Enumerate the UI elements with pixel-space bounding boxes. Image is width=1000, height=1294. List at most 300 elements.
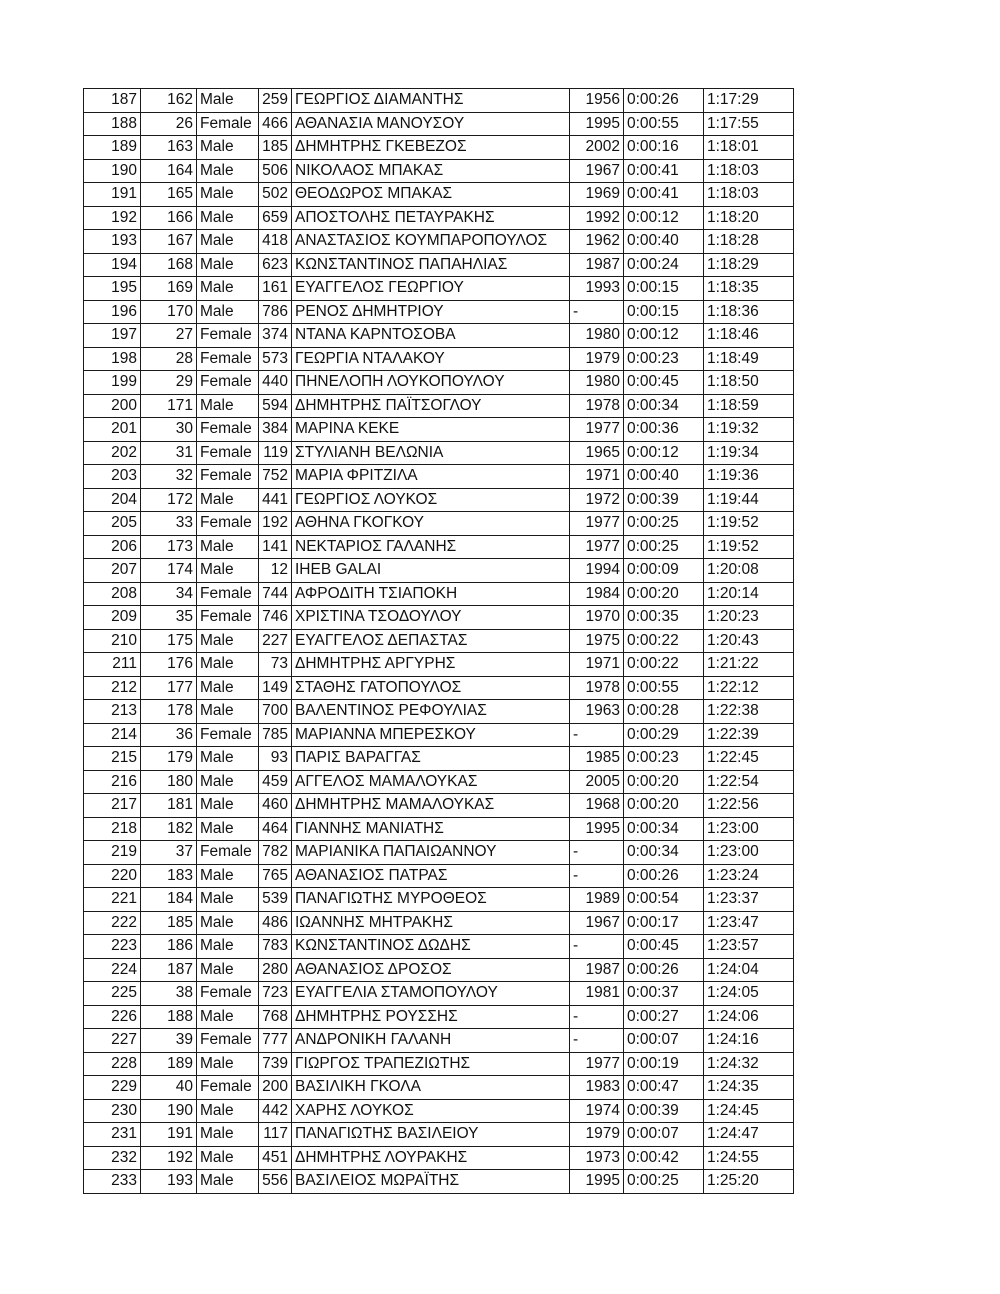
table-row bbox=[84, 159, 794, 183]
gender-cell: Male bbox=[197, 700, 259, 724]
gender-position-cell: 186 bbox=[141, 935, 197, 959]
gun-delay-cell: 0:00:19 bbox=[624, 1052, 704, 1076]
gender-cell: Male bbox=[197, 89, 259, 113]
overall-position-cell: 202 bbox=[84, 441, 141, 465]
birth-year-cell: 1974 bbox=[570, 1099, 624, 1123]
runner-name-cell: ΘΕΟΔΩΡΟΣ ΜΠΑΚΑΣ bbox=[292, 183, 570, 207]
birth-year-cell: 1971 bbox=[570, 465, 624, 489]
gender-position-cell: 176 bbox=[141, 653, 197, 677]
runner-name-cell: ΜΑΡΙΑΝΝΑ ΜΠΕΡΕΣΚΟΥ bbox=[292, 723, 570, 747]
overall-position-cell: 230 bbox=[84, 1099, 141, 1123]
runner-name-cell: ΓΕΩΡΓΙΟΣ ΛΟΥΚΟΣ bbox=[292, 488, 570, 512]
gun-delay-cell: 0:00:26 bbox=[624, 958, 704, 982]
gender-cell: Male bbox=[197, 1099, 259, 1123]
table-row bbox=[84, 747, 794, 771]
gender-cell: Female bbox=[197, 1029, 259, 1053]
gender-cell: Female bbox=[197, 606, 259, 630]
table-row bbox=[84, 1146, 794, 1170]
table-row bbox=[84, 864, 794, 888]
birth-year-cell: 1978 bbox=[570, 676, 624, 700]
gender-position-cell: 187 bbox=[141, 958, 197, 982]
gun-delay-cell: 0:00:25 bbox=[624, 1170, 704, 1194]
gender-cell: Male bbox=[197, 1123, 259, 1147]
gun-delay-cell: 0:00:47 bbox=[624, 1076, 704, 1100]
gender-cell: Female bbox=[197, 723, 259, 747]
gun-delay-cell: 0:00:34 bbox=[624, 394, 704, 418]
bib-number-cell: 573 bbox=[259, 347, 292, 371]
birth-year-cell: - bbox=[570, 723, 624, 747]
gender-cell: Female bbox=[197, 982, 259, 1006]
gun-delay-cell: 0:00:36 bbox=[624, 418, 704, 442]
table-row bbox=[84, 1123, 794, 1147]
overall-position-cell: 222 bbox=[84, 911, 141, 935]
finish-time-cell: 1:17:55 bbox=[704, 112, 794, 136]
bib-number-cell: 374 bbox=[259, 324, 292, 348]
gun-delay-cell: 0:00:37 bbox=[624, 982, 704, 1006]
birth-year-cell: 1969 bbox=[570, 183, 624, 207]
gender-position-cell: 175 bbox=[141, 629, 197, 653]
table-row bbox=[84, 1005, 794, 1029]
runner-name-cell: ΔΗΜΗΤΡΗΣ ΜΑΜΑΛΟΥΚΑΣ bbox=[292, 794, 570, 818]
gender-cell: Male bbox=[197, 794, 259, 818]
runner-name-cell: ΠΑΝΑΓΙΩΤΗΣ ΜΥΡΟΘΕΟΣ bbox=[292, 888, 570, 912]
overall-position-cell: 201 bbox=[84, 418, 141, 442]
finish-time-cell: 1:18:01 bbox=[704, 136, 794, 160]
birth-year-cell: 1989 bbox=[570, 888, 624, 912]
gender-cell: Male bbox=[197, 277, 259, 301]
gender-position-cell: 34 bbox=[141, 582, 197, 606]
gender-position-cell: 188 bbox=[141, 1005, 197, 1029]
gender-position-cell: 30 bbox=[141, 418, 197, 442]
finish-time-cell: 1:18:49 bbox=[704, 347, 794, 371]
table-row bbox=[84, 465, 794, 489]
table-row bbox=[84, 653, 794, 677]
birth-year-cell: 1979 bbox=[570, 347, 624, 371]
gun-delay-cell: 0:00:07 bbox=[624, 1123, 704, 1147]
gender-position-cell: 173 bbox=[141, 535, 197, 559]
gender-cell: Male bbox=[197, 1005, 259, 1029]
gender-cell: Male bbox=[197, 488, 259, 512]
finish-time-cell: 1:23:24 bbox=[704, 864, 794, 888]
table-row bbox=[84, 394, 794, 418]
runner-name-cell: ΣΤΥΛΙΑΝΗ ΒΕΛΩΝΙΑ bbox=[292, 441, 570, 465]
runner-name-cell: ΧΡΙΣΤΙΝΑ ΤΣΟΔΟΥΛΟΥ bbox=[292, 606, 570, 630]
overall-position-cell: 205 bbox=[84, 512, 141, 536]
runner-name-cell: ΓΕΩΡΓΙΟΣ ΔΙΑΜΑΝΤΗΣ bbox=[292, 89, 570, 113]
overall-position-cell: 190 bbox=[84, 159, 141, 183]
runner-name-cell: ΑΘΗΝΑ ΓΚΟΓΚΟΥ bbox=[292, 512, 570, 536]
overall-position-cell: 224 bbox=[84, 958, 141, 982]
runner-name-cell: ΒΑΛΕΝΤΙΝΟΣ ΡΕΦΟΥΛΙΑΣ bbox=[292, 700, 570, 724]
gender-position-cell: 163 bbox=[141, 136, 197, 160]
gender-cell: Male bbox=[197, 159, 259, 183]
gender-position-cell: 179 bbox=[141, 747, 197, 771]
gender-cell: Male bbox=[197, 653, 259, 677]
bib-number-cell: 785 bbox=[259, 723, 292, 747]
finish-time-cell: 1:18:29 bbox=[704, 253, 794, 277]
overall-position-cell: 219 bbox=[84, 841, 141, 865]
birth-year-cell: 1977 bbox=[570, 512, 624, 536]
overall-position-cell: 221 bbox=[84, 888, 141, 912]
table-row bbox=[84, 582, 794, 606]
overall-position-cell: 208 bbox=[84, 582, 141, 606]
gender-position-cell: 164 bbox=[141, 159, 197, 183]
gun-delay-cell: 0:00:23 bbox=[624, 347, 704, 371]
gun-delay-cell: 0:00:26 bbox=[624, 864, 704, 888]
table-row bbox=[84, 1170, 794, 1194]
bib-number-cell: 73 bbox=[259, 653, 292, 677]
gun-delay-cell: 0:00:35 bbox=[624, 606, 704, 630]
gender-cell: Male bbox=[197, 183, 259, 207]
gun-delay-cell: 0:00:29 bbox=[624, 723, 704, 747]
gender-position-cell: 166 bbox=[141, 206, 197, 230]
overall-position-cell: 204 bbox=[84, 488, 141, 512]
birth-year-cell: - bbox=[570, 841, 624, 865]
finish-time-cell: 1:19:52 bbox=[704, 512, 794, 536]
runner-name-cell: ΔΗΜΗΤΡΗΣ ΓΚΕΒΕΖΟΣ bbox=[292, 136, 570, 160]
gender-position-cell: 172 bbox=[141, 488, 197, 512]
finish-time-cell: 1:18:59 bbox=[704, 394, 794, 418]
birth-year-cell: 1962 bbox=[570, 230, 624, 254]
bib-number-cell: 752 bbox=[259, 465, 292, 489]
overall-position-cell: 229 bbox=[84, 1076, 141, 1100]
runner-name-cell: ΝΤΑΝΑ ΚΑΡΝΤΟΣΟΒΑ bbox=[292, 324, 570, 348]
bib-number-cell: 466 bbox=[259, 112, 292, 136]
overall-position-cell: 189 bbox=[84, 136, 141, 160]
birth-year-cell: 1995 bbox=[570, 1170, 624, 1194]
finish-time-cell: 1:18:36 bbox=[704, 300, 794, 324]
finish-time-cell: 1:22:54 bbox=[704, 770, 794, 794]
birth-year-cell: 1975 bbox=[570, 629, 624, 653]
birth-year-cell: 1977 bbox=[570, 418, 624, 442]
table-row bbox=[84, 629, 794, 653]
bib-number-cell: 149 bbox=[259, 676, 292, 700]
birth-year-cell: - bbox=[570, 1029, 624, 1053]
gun-delay-cell: 0:00:54 bbox=[624, 888, 704, 912]
birth-year-cell: 1963 bbox=[570, 700, 624, 724]
gender-position-cell: 32 bbox=[141, 465, 197, 489]
gender-cell: Male bbox=[197, 888, 259, 912]
runner-name-cell: ΔΗΜΗΤΡΗΣ ΡΟΥΣΣΗΣ bbox=[292, 1005, 570, 1029]
overall-position-cell: 231 bbox=[84, 1123, 141, 1147]
overall-position-cell: 225 bbox=[84, 982, 141, 1006]
gun-delay-cell: 0:00:12 bbox=[624, 206, 704, 230]
gender-cell: Male bbox=[197, 535, 259, 559]
bib-number-cell: 783 bbox=[259, 935, 292, 959]
table-row bbox=[84, 888, 794, 912]
gender-cell: Female bbox=[197, 582, 259, 606]
finish-time-cell: 1:18:46 bbox=[704, 324, 794, 348]
table-row bbox=[84, 183, 794, 207]
gender-position-cell: 180 bbox=[141, 770, 197, 794]
bib-number-cell: 594 bbox=[259, 394, 292, 418]
gun-delay-cell: 0:00:16 bbox=[624, 136, 704, 160]
table-row bbox=[84, 512, 794, 536]
overall-position-cell: 212 bbox=[84, 676, 141, 700]
gender-cell: Female bbox=[197, 841, 259, 865]
bib-number-cell: 141 bbox=[259, 535, 292, 559]
gun-delay-cell: 0:00:15 bbox=[624, 300, 704, 324]
gun-delay-cell: 0:00:09 bbox=[624, 559, 704, 583]
gender-position-cell: 37 bbox=[141, 841, 197, 865]
gun-delay-cell: 0:00:40 bbox=[624, 230, 704, 254]
runner-name-cell: IHEB GALAI bbox=[292, 559, 570, 583]
gender-position-cell: 182 bbox=[141, 817, 197, 841]
birth-year-cell: 2002 bbox=[570, 136, 624, 160]
bib-number-cell: 185 bbox=[259, 136, 292, 160]
birth-year-cell: 1992 bbox=[570, 206, 624, 230]
birth-year-cell: 1984 bbox=[570, 582, 624, 606]
runner-name-cell: ΑΠΟΣΤΟΛΗΣ ΠΕΤΑΥΡΑΚΗΣ bbox=[292, 206, 570, 230]
finish-time-cell: 1:18:20 bbox=[704, 206, 794, 230]
overall-position-cell: 223 bbox=[84, 935, 141, 959]
overall-position-cell: 209 bbox=[84, 606, 141, 630]
overall-position-cell: 206 bbox=[84, 535, 141, 559]
gender-position-cell: 35 bbox=[141, 606, 197, 630]
bib-number-cell: 161 bbox=[259, 277, 292, 301]
birth-year-cell: 1956 bbox=[570, 89, 624, 113]
gun-delay-cell: 0:00:22 bbox=[624, 653, 704, 677]
bib-number-cell: 556 bbox=[259, 1170, 292, 1194]
birth-year-cell: - bbox=[570, 864, 624, 888]
overall-position-cell: 193 bbox=[84, 230, 141, 254]
finish-time-cell: 1:24:32 bbox=[704, 1052, 794, 1076]
runner-name-cell: ΠΑΡΙΣ ΒΑΡΑΓΓΑΣ bbox=[292, 747, 570, 771]
birth-year-cell: 2005 bbox=[570, 770, 624, 794]
gender-position-cell: 27 bbox=[141, 324, 197, 348]
runner-name-cell: ΝΙΚΟΛΑΟΣ ΜΠΑΚΑΣ bbox=[292, 159, 570, 183]
gun-delay-cell: 0:00:39 bbox=[624, 488, 704, 512]
finish-time-cell: 1:24:16 bbox=[704, 1029, 794, 1053]
bib-number-cell: 459 bbox=[259, 770, 292, 794]
bib-number-cell: 744 bbox=[259, 582, 292, 606]
birth-year-cell: 1977 bbox=[570, 1052, 624, 1076]
finish-time-cell: 1:19:52 bbox=[704, 535, 794, 559]
gender-position-cell: 174 bbox=[141, 559, 197, 583]
bib-number-cell: 280 bbox=[259, 958, 292, 982]
runner-name-cell: ΜΑΡΙΑΝΙΚΑ ΠΑΠΑΙΩΑΝΝΟΥ bbox=[292, 841, 570, 865]
gun-delay-cell: 0:00:15 bbox=[624, 277, 704, 301]
finish-time-cell: 1:24:45 bbox=[704, 1099, 794, 1123]
table-row bbox=[84, 324, 794, 348]
table-row bbox=[84, 300, 794, 324]
gender-position-cell: 181 bbox=[141, 794, 197, 818]
gender-position-cell: 29 bbox=[141, 371, 197, 395]
overall-position-cell: 199 bbox=[84, 371, 141, 395]
finish-time-cell: 1:23:57 bbox=[704, 935, 794, 959]
gender-position-cell: 191 bbox=[141, 1123, 197, 1147]
runner-name-cell: ΑΝΑΣΤΑΣΙΟΣ ΚΟΥΜΠΑΡΟΠΟΥΛΟΣ bbox=[292, 230, 570, 254]
gun-delay-cell: 0:00:55 bbox=[624, 676, 704, 700]
bib-number-cell: 506 bbox=[259, 159, 292, 183]
birth-year-cell: 1978 bbox=[570, 394, 624, 418]
gender-cell: Male bbox=[197, 770, 259, 794]
overall-position-cell: 200 bbox=[84, 394, 141, 418]
table-row bbox=[84, 371, 794, 395]
runner-name-cell: ΓΙΑΝΝΗΣ ΜΑΝΙΑΤΗΣ bbox=[292, 817, 570, 841]
gender-cell: Female bbox=[197, 1076, 259, 1100]
gender-position-cell: 177 bbox=[141, 676, 197, 700]
table-row bbox=[84, 1029, 794, 1053]
bib-number-cell: 384 bbox=[259, 418, 292, 442]
gun-delay-cell: 0:00:45 bbox=[624, 935, 704, 959]
gender-cell: Male bbox=[197, 253, 259, 277]
finish-time-cell: 1:20:23 bbox=[704, 606, 794, 630]
runner-name-cell: ΕΥΑΓΓΕΛΙΑ ΣΤΑΜΟΠΟΥΛΟΥ bbox=[292, 982, 570, 1006]
gender-position-cell: 192 bbox=[141, 1146, 197, 1170]
gender-cell: Male bbox=[197, 958, 259, 982]
runner-name-cell: ΠΑΝΑΓΙΩΤΗΣ ΒΑΣΙΛΕΙΟΥ bbox=[292, 1123, 570, 1147]
bib-number-cell: 441 bbox=[259, 488, 292, 512]
finish-time-cell: 1:22:45 bbox=[704, 747, 794, 771]
gun-delay-cell: 0:00:41 bbox=[624, 183, 704, 207]
finish-time-cell: 1:23:37 bbox=[704, 888, 794, 912]
table-row bbox=[84, 89, 794, 113]
overall-position-cell: 210 bbox=[84, 629, 141, 653]
runner-name-cell: ΑΘΑΝΑΣΙΑ ΜΑΝΟΥΣΟΥ bbox=[292, 112, 570, 136]
bib-number-cell: 451 bbox=[259, 1146, 292, 1170]
overall-position-cell: 220 bbox=[84, 864, 141, 888]
gender-cell: Female bbox=[197, 418, 259, 442]
gender-position-cell: 190 bbox=[141, 1099, 197, 1123]
overall-position-cell: 191 bbox=[84, 183, 141, 207]
finish-time-cell: 1:24:47 bbox=[704, 1123, 794, 1147]
birth-year-cell: 1987 bbox=[570, 958, 624, 982]
finish-time-cell: 1:18:03 bbox=[704, 183, 794, 207]
finish-time-cell: 1:22:38 bbox=[704, 700, 794, 724]
gender-position-cell: 193 bbox=[141, 1170, 197, 1194]
bib-number-cell: 700 bbox=[259, 700, 292, 724]
bib-number-cell: 119 bbox=[259, 441, 292, 465]
gender-cell: Male bbox=[197, 747, 259, 771]
overall-position-cell: 207 bbox=[84, 559, 141, 583]
finish-time-cell: 1:23:47 bbox=[704, 911, 794, 935]
table-row bbox=[84, 1076, 794, 1100]
overall-position-cell: 203 bbox=[84, 465, 141, 489]
gun-delay-cell: 0:00:24 bbox=[624, 253, 704, 277]
results-table bbox=[83, 88, 794, 1194]
finish-time-cell: 1:24:05 bbox=[704, 982, 794, 1006]
birth-year-cell: - bbox=[570, 1005, 624, 1029]
bib-number-cell: 777 bbox=[259, 1029, 292, 1053]
table-row bbox=[84, 606, 794, 630]
table-row bbox=[84, 1099, 794, 1123]
bib-number-cell: 12 bbox=[259, 559, 292, 583]
table-row bbox=[84, 676, 794, 700]
gender-position-cell: 171 bbox=[141, 394, 197, 418]
birth-year-cell: 1993 bbox=[570, 277, 624, 301]
bib-number-cell: 623 bbox=[259, 253, 292, 277]
runner-name-cell: ΑΦΡΟΔΙΤΗ ΤΣΙΑΠΟΚΗ bbox=[292, 582, 570, 606]
gender-position-cell: 36 bbox=[141, 723, 197, 747]
gun-delay-cell: 0:00:45 bbox=[624, 371, 704, 395]
table-row bbox=[84, 441, 794, 465]
runner-name-cell: ΧΑΡΗΣ ΛΟΥΚΟΣ bbox=[292, 1099, 570, 1123]
finish-time-cell: 1:21:22 bbox=[704, 653, 794, 677]
runner-name-cell: ΜΑΡΙΑ ΦΡΙΤΖΙΛΑ bbox=[292, 465, 570, 489]
gender-cell: Female bbox=[197, 512, 259, 536]
finish-time-cell: 1:19:32 bbox=[704, 418, 794, 442]
finish-time-cell: 1:24:06 bbox=[704, 1005, 794, 1029]
bib-number-cell: 460 bbox=[259, 794, 292, 818]
gender-cell: Female bbox=[197, 112, 259, 136]
finish-time-cell: 1:24:35 bbox=[704, 1076, 794, 1100]
gender-cell: Female bbox=[197, 347, 259, 371]
gender-cell: Male bbox=[197, 230, 259, 254]
bib-number-cell: 200 bbox=[259, 1076, 292, 1100]
bib-number-cell: 192 bbox=[259, 512, 292, 536]
gender-cell: Male bbox=[197, 1146, 259, 1170]
overall-position-cell: 197 bbox=[84, 324, 141, 348]
bib-number-cell: 117 bbox=[259, 1123, 292, 1147]
gun-delay-cell: 0:00:07 bbox=[624, 1029, 704, 1053]
runner-name-cell: ΑΝΔΡΟΝΙΚΗ ΓΑΛΑΝΗ bbox=[292, 1029, 570, 1053]
birth-year-cell: 1985 bbox=[570, 747, 624, 771]
runner-name-cell: ΚΩΝΣΤΑΝΤΙΝΟΣ ΠΑΠΑΗΛΙΑΣ bbox=[292, 253, 570, 277]
results-body bbox=[84, 89, 794, 1194]
table-row bbox=[84, 347, 794, 371]
gun-delay-cell: 0:00:12 bbox=[624, 324, 704, 348]
overall-position-cell: 214 bbox=[84, 723, 141, 747]
runner-name-cell: ΚΩΝΣΤΑΝΤΙΝΟΣ ΔΩΔΗΣ bbox=[292, 935, 570, 959]
birth-year-cell: 1968 bbox=[570, 794, 624, 818]
gender-cell: Male bbox=[197, 676, 259, 700]
table-row bbox=[84, 206, 794, 230]
bib-number-cell: 440 bbox=[259, 371, 292, 395]
finish-time-cell: 1:23:00 bbox=[704, 841, 794, 865]
finish-time-cell: 1:18:03 bbox=[704, 159, 794, 183]
overall-position-cell: 226 bbox=[84, 1005, 141, 1029]
gender-position-cell: 167 bbox=[141, 230, 197, 254]
finish-time-cell: 1:23:00 bbox=[704, 817, 794, 841]
runner-name-cell: ΓΙΩΡΓΟΣ ΤΡΑΠΕΖΙΩΤΗΣ bbox=[292, 1052, 570, 1076]
overall-position-cell: 192 bbox=[84, 206, 141, 230]
gender-position-cell: 168 bbox=[141, 253, 197, 277]
runner-name-cell: ΓΕΩΡΓΙΑ ΝΤΑΛΑΚΟΥ bbox=[292, 347, 570, 371]
birth-year-cell: - bbox=[570, 300, 624, 324]
finish-time-cell: 1:20:43 bbox=[704, 629, 794, 653]
table-row bbox=[84, 817, 794, 841]
runner-name-cell: ΔΗΜΗΤΡΗΣ ΠΑΪΤΣΟΓΛΟΥ bbox=[292, 394, 570, 418]
birth-year-cell: 1971 bbox=[570, 653, 624, 677]
runner-name-cell: ΑΘΑΝΑΣΙΟΣ ΔΡΟΣΟΣ bbox=[292, 958, 570, 982]
finish-time-cell: 1:20:14 bbox=[704, 582, 794, 606]
gun-delay-cell: 0:00:34 bbox=[624, 817, 704, 841]
finish-time-cell: 1:19:34 bbox=[704, 441, 794, 465]
birth-year-cell: 1973 bbox=[570, 1146, 624, 1170]
gender-position-cell: 189 bbox=[141, 1052, 197, 1076]
bib-number-cell: 723 bbox=[259, 982, 292, 1006]
gun-delay-cell: 0:00:28 bbox=[624, 700, 704, 724]
table-row bbox=[84, 277, 794, 301]
finish-time-cell: 1:24:55 bbox=[704, 1146, 794, 1170]
gun-delay-cell: 0:00:25 bbox=[624, 535, 704, 559]
gender-cell: Female bbox=[197, 324, 259, 348]
birth-year-cell: 1995 bbox=[570, 112, 624, 136]
gender-position-cell: 169 bbox=[141, 277, 197, 301]
runner-name-cell: ΠΗΝΕΛΟΠΗ ΛΟΥΚΟΠΟΥΛΟΥ bbox=[292, 371, 570, 395]
table-row bbox=[84, 112, 794, 136]
bib-number-cell: 464 bbox=[259, 817, 292, 841]
bib-number-cell: 659 bbox=[259, 206, 292, 230]
birth-year-cell: 1980 bbox=[570, 324, 624, 348]
gender-cell: Female bbox=[197, 441, 259, 465]
table-row bbox=[84, 418, 794, 442]
table-row bbox=[84, 770, 794, 794]
gender-position-cell: 170 bbox=[141, 300, 197, 324]
runner-name-cell: ΣΤΑΘΗΣ ΓΑΤΟΠΟΥΛΟΣ bbox=[292, 676, 570, 700]
table-row bbox=[84, 535, 794, 559]
